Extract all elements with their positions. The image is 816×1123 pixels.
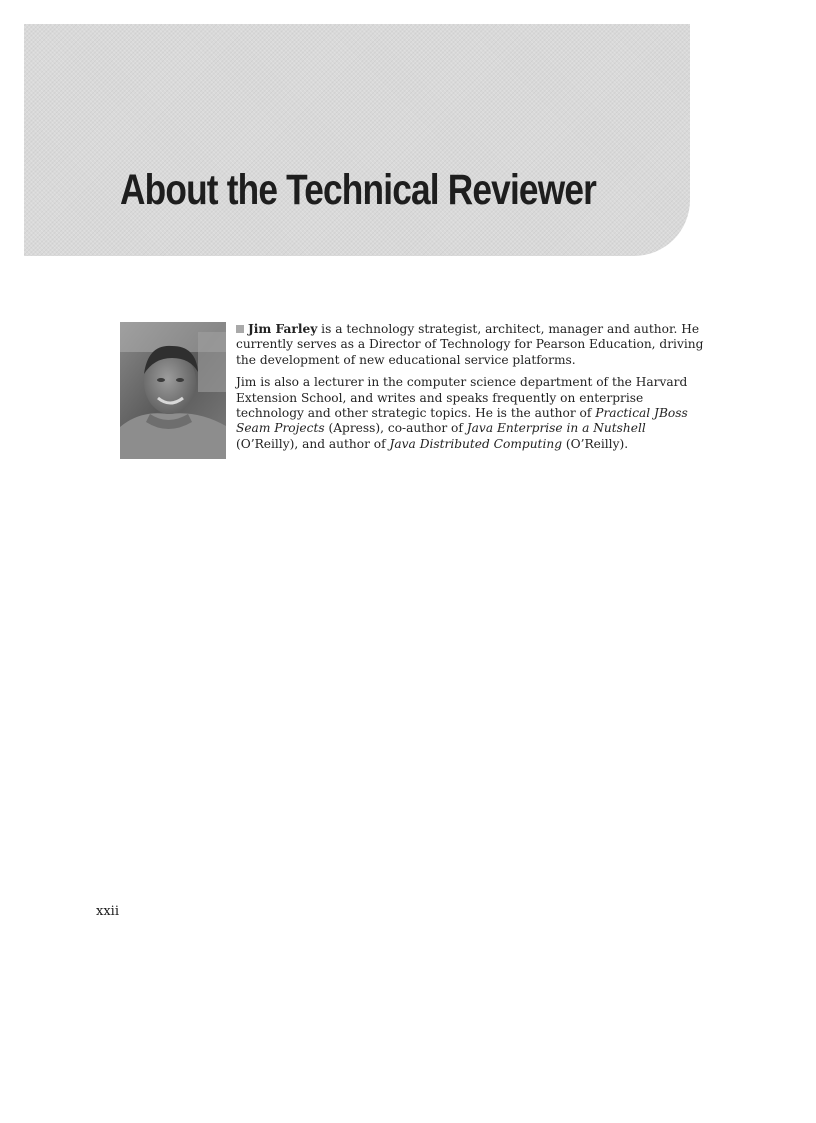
book-title: Practical JBoss Seam Projects xyxy=(236,406,688,436)
bio-text: (Apress), co-author of xyxy=(324,421,467,436)
bio-text: (O’Reilly). xyxy=(562,436,629,451)
reviewer-name: Jim Farley xyxy=(248,322,318,336)
book-title: Java Distributed Computing xyxy=(389,436,562,451)
chapter-banner xyxy=(24,24,690,256)
bio-paragraph-1 xyxy=(236,322,708,368)
bio-text: Jim is also a lecturer in the computer science department of the Harvard Extension School, and writes and speaks frequently on enterprise technology and other strategic topics. He is the author of xyxy=(236,375,688,421)
book-title: Java Enterprise in a Nutshell xyxy=(466,421,646,436)
bio-paragraph-1-text: is a technology strategist, architect, manager and author. He currently serves as a Director of Technology for Pearson Education, driving the development of new educational service platforms. xyxy=(236,322,704,367)
reviewer-bio xyxy=(236,322,708,459)
page-number: xxii xyxy=(96,904,119,919)
reviewer-photo xyxy=(120,322,226,459)
chapter-title: About the Technical Reviewer xyxy=(120,166,597,214)
bio-text: (O’Reilly), and author of xyxy=(236,436,390,451)
bio-paragraph-2 xyxy=(236,375,708,452)
square-bullet-icon xyxy=(236,325,244,333)
